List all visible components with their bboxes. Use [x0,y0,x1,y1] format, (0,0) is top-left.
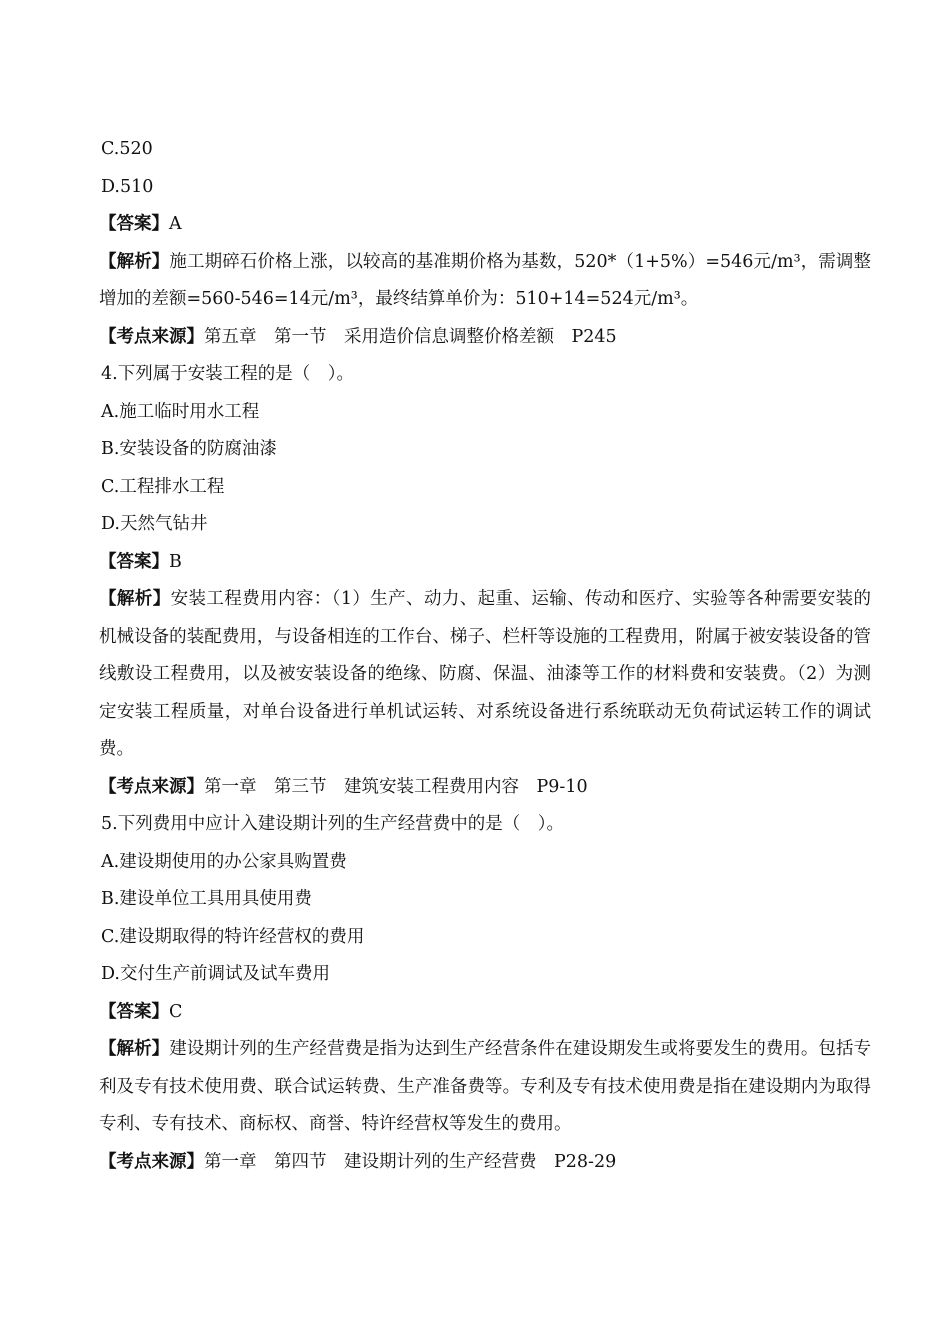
q3-analysis-label: 【解析】 [99,251,170,272]
q4-analysis-label: 【解析】 [99,589,171,609]
q5-source-text: 第一章 第四节 建设期计列的生产经营费 P28-29 [204,1151,617,1172]
q5-answer [99,994,871,1032]
q5-option-a: A.建设期使用的办公家具购置费 [101,851,347,872]
q5-source [99,1144,871,1182]
q5-answer-label: 【答案】 [99,1001,169,1022]
q4-analysis [99,581,871,769]
document-page [101,131,871,1181]
q3-answer [99,206,871,244]
q5-option-d: D.交付生产前调试及试车费用 [101,964,330,984]
q5-option-c: C.建设期取得的特许经营权的费用 [101,926,365,947]
q4-option-a: A.施工临时用水工程 [101,401,260,422]
q4-source [99,769,871,807]
q5-stem: 5.下列费用中应计入建设期计列的生产经营费中的是（ ）。 [101,814,564,834]
q3-source [99,319,871,357]
q4-option-d: D.天然气钻井 [101,514,208,534]
q5-analysis-text: 建设期计列的生产经营费是指为达到生产经营条件在建设期发生或将要发生的费用。包括专利及专有技术使用费、联合试运转费、生产准备费等。专利及专有技术使用费是指在建设期内为取得专利、专有技术、商标权、商誉、特许经营权等发生的费用。 [99,1039,871,1134]
q4-option-b: B.安装设备的防腐油漆 [101,439,277,459]
q3-answer-label: 【答案】 [99,214,169,234]
q3-analysis-text: 施工期碎石价格上涨，以较高的基准期价格为基数，520*（1+5%）=546元/m³，需调整增加的差额=560-546=14元/m³，最终结算单价为：510+14=524元/m³。 [99,251,872,309]
q3-option-d: D.510 [101,176,154,197]
q5-analysis [99,1031,871,1144]
q5-option-b: B.建设单位工具用具使用费 [101,889,312,909]
q3-answer-value: A [169,214,182,234]
q4-stem: 4.下列属于安装工程的是（ ）。 [101,364,354,384]
q3-option-c: C.520 [101,139,153,159]
q5-answer-value: C [169,1001,183,1022]
q4-option-c: C.工程排水工程 [101,476,225,497]
q4-answer [99,544,871,582]
q4-analysis-text: 安装工程费用内容：（1）生产、动力、起重、运输、传动和医疗、实验等各种需要安装的机械设备的装配费用，与设备相连的工作台、梯子、栏杆等设施的工程费用，附属于被安装设备的管线敷设工程费用，以及被安装设备的绝缘、防腐、保温、油漆等工作的材料费和安装费。（2）为测定安装工程质量，对单台设备进行单机试运转、对系统设备进行系统联动无负荷试运转工作的调试费。 [99,589,871,759]
q4-source-label: 【考点来源】 [99,776,204,797]
q3-analysis [99,244,871,319]
q4-source-text: 第一章 第三节 建筑安装工程费用内容 P9-10 [204,776,588,797]
q4-answer-value: B [169,551,182,572]
q3-source-label: 【考点来源】 [99,326,204,347]
q4-answer-label: 【答案】 [99,551,169,572]
q5-source-label: 【考点来源】 [99,1151,204,1172]
q3-source-text: 第五章 第一节 采用造价信息调整价格差额 P245 [204,326,617,347]
q5-analysis-label: 【解析】 [99,1039,170,1059]
